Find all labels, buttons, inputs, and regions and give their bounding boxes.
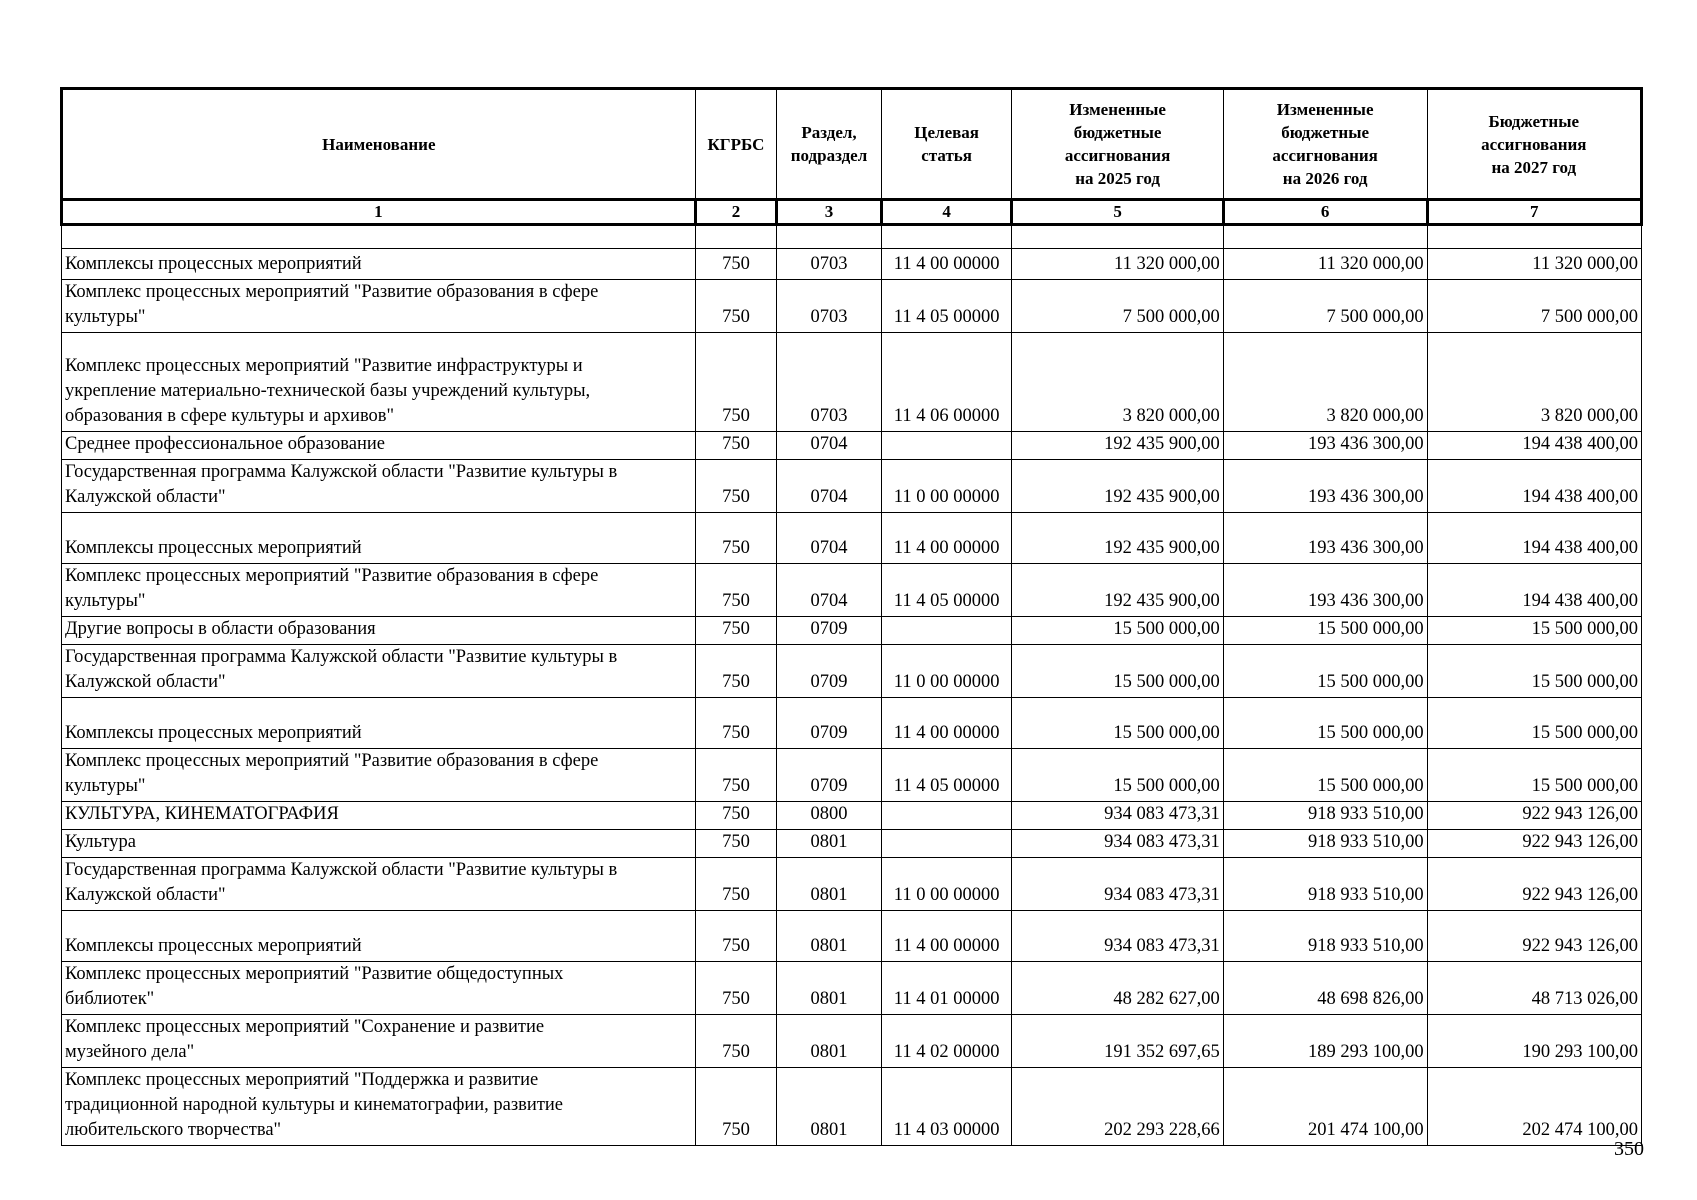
row-section: 0704 [777,460,882,513]
row-name-line: Комплекс процессных мероприятий "Сохранение и развитие [65,1017,545,1037]
row-kgrbs: 750 [695,749,777,802]
row-section: 0801 [777,1068,882,1146]
row-amount-2027: 3 820 000,00 [1427,333,1641,432]
column-number: 5 [1012,200,1223,225]
row-name [62,333,696,432]
row-amount-2026: 189 293 100,00 [1223,1015,1427,1068]
row-amount-2027: 15 500 000,00 [1427,617,1641,645]
row-amount-2025: 192 435 900,00 [1012,564,1223,617]
row-name-line: Калужской области" [65,885,226,905]
header-row [62,89,1642,200]
row-name-line: культуры" [65,776,146,796]
row-target: 11 4 05 00000 [881,749,1012,802]
row-name [62,249,696,280]
row-amount-2027: 194 438 400,00 [1427,513,1641,564]
row-kgrbs: 750 [695,1015,777,1068]
row-kgrbs: 750 [695,911,777,962]
header-2027-line: ассигнования [1481,134,1587,154]
table-row [62,249,1642,280]
row-target: 11 4 01 00000 [881,962,1012,1015]
row-section: 0703 [777,249,882,280]
row-kgrbs: 750 [695,249,777,280]
row-target: 11 4 05 00000 [881,564,1012,617]
row-name [62,513,696,564]
header-name: Наименование [62,89,696,200]
row-section: 0709 [777,749,882,802]
table-row [62,617,1642,645]
row-amount-2026: 11 320 000,00 [1223,249,1427,280]
row-name [62,858,696,911]
row-name-line: Комплекс процессных мероприятий "Развитие общедоступных [65,964,564,984]
row-name-line: Среднее профессиональное образование [65,434,385,454]
row-name-line: образования в сфере культуры и архивов" [65,406,395,426]
row-amount-2025: 934 083 473,31 [1012,858,1223,911]
row-kgrbs: 750 [695,617,777,645]
row-amount-2027: 922 943 126,00 [1427,830,1641,858]
row-name-line: Калужской области" [65,672,226,692]
header-target-line: Целевая [914,123,979,142]
row-target [881,830,1012,858]
row-name-line: Калужской области" [65,487,226,507]
row-name-line: КУЛЬТУРА, КИНЕМАТОГРАФИЯ [65,804,339,824]
row-kgrbs: 750 [695,432,777,460]
row-name-line: Комплекс процессных мероприятий "Поддержка и развитие [65,1070,539,1090]
header-2025 [1012,89,1223,200]
row-kgrbs: 750 [695,698,777,749]
row-name-line: Комплекс процессных мероприятий "Развитие образования в сфере [65,566,599,586]
row-kgrbs: 750 [695,513,777,564]
spacer-row [62,225,1642,249]
row-section: 0709 [777,698,882,749]
row-amount-2027: 922 943 126,00 [1427,911,1641,962]
row-target [881,432,1012,460]
row-amount-2025: 191 352 697,65 [1012,1015,1223,1068]
row-name-line: Государственная программа Калужской области "Развитие культуры в [65,860,618,880]
row-amount-2027: 922 943 126,00 [1427,802,1641,830]
row-section: 0709 [777,617,882,645]
row-amount-2025: 11 320 000,00 [1012,249,1223,280]
row-section: 0703 [777,333,882,432]
row-name-line: Комплексы процессных мероприятий [65,254,362,274]
row-amount-2027: 11 320 000,00 [1427,249,1641,280]
row-name [62,432,696,460]
row-kgrbs: 750 [695,333,777,432]
row-amount-2025: 934 083 473,31 [1012,830,1223,858]
header-2025-line: ассигнования [1064,146,1171,165]
row-name-line: музейного дела" [65,1042,195,1062]
row-name-line: Комплекс процессных мероприятий "Развитие образования в сфере [65,282,599,302]
header-2025-line: Измененные [1069,100,1166,119]
table-row [62,698,1642,749]
row-amount-2026: 201 474 100,00 [1223,1068,1427,1146]
row-kgrbs: 750 [695,564,777,617]
row-name [62,564,696,617]
row-section: 0704 [777,513,882,564]
row-amount-2026: 193 436 300,00 [1223,513,1427,564]
header-2026-line: Измененные [1276,100,1374,119]
row-section: 0801 [777,1015,882,1068]
row-amount-2025: 48 282 627,00 [1012,962,1223,1015]
row-name-line: библиотек" [65,989,155,1009]
table-row [62,962,1642,1015]
row-amount-2027: 202 474 100,00 [1427,1068,1641,1146]
row-name-line: укрепление материально-технической базы учреждений культуры, [65,381,591,401]
row-name [62,1068,696,1146]
row-amount-2025: 15 500 000,00 [1012,645,1223,698]
header-2025-line: бюджетные [1073,123,1162,142]
row-amount-2026: 48 698 826,00 [1223,962,1427,1015]
header-section [777,89,882,200]
row-amount-2025: 15 500 000,00 [1012,749,1223,802]
row-name [62,749,696,802]
row-name-line: Комплекс процессных мероприятий "Развитие образования в сфере [65,751,599,771]
row-kgrbs: 750 [695,460,777,513]
table-row [62,749,1642,802]
row-amount-2026: 193 436 300,00 [1223,460,1427,513]
row-amount-2025: 192 435 900,00 [1012,460,1223,513]
row-amount-2025: 15 500 000,00 [1012,698,1223,749]
table-row [62,432,1642,460]
header-2027-line: на 2027 год [1491,157,1577,177]
row-name-line: Комплекс процессных мероприятий "Развитие инфраструктуры и [65,356,583,376]
row-name-line: Комплексы процессных мероприятий [65,538,362,558]
column-number: 4 [881,200,1012,225]
row-section: 0801 [777,830,882,858]
row-amount-2027: 922 943 126,00 [1427,858,1641,911]
header-target-line: статья [921,146,972,165]
row-amount-2026: 15 500 000,00 [1223,749,1427,802]
header-2026 [1223,89,1427,200]
header-kgrbs: КГРБС [695,89,777,200]
row-amount-2026: 7 500 000,00 [1223,280,1427,333]
row-name [62,962,696,1015]
row-name [62,802,696,830]
table-row [62,564,1642,617]
row-amount-2027: 48 713 026,00 [1427,962,1641,1015]
row-amount-2025: 3 820 000,00 [1012,333,1223,432]
column-number-row [62,200,1642,225]
row-name [62,460,696,513]
row-name-line: культуры" [65,591,146,611]
row-amount-2027: 7 500 000,00 [1427,280,1641,333]
row-amount-2025: 934 083 473,31 [1012,802,1223,830]
header-2027 [1427,89,1641,200]
row-section: 0703 [777,280,882,333]
row-section: 0801 [777,911,882,962]
row-kgrbs: 750 [695,802,777,830]
row-section: 0704 [777,564,882,617]
table-body [62,225,1642,1146]
header-2026-line: ассигнования [1272,146,1378,165]
row-target: 11 4 03 00000 [881,1068,1012,1146]
row-amount-2026: 918 933 510,00 [1223,802,1427,830]
row-name-line: Другие вопросы в области образования [65,619,376,639]
table-row [62,280,1642,333]
row-target: 11 0 00 00000 [881,460,1012,513]
row-name [62,645,696,698]
row-section: 0801 [777,962,882,1015]
row-amount-2026: 15 500 000,00 [1223,645,1427,698]
column-number: 1 [62,200,696,225]
row-target: 11 0 00 00000 [881,858,1012,911]
row-kgrbs: 750 [695,962,777,1015]
budget-table [60,87,1643,1146]
row-section: 0800 [777,802,882,830]
row-amount-2026: 193 436 300,00 [1223,564,1427,617]
row-amount-2025: 192 435 900,00 [1012,513,1223,564]
table-row [62,858,1642,911]
row-name-line: Культура [65,832,136,852]
row-section: 0801 [777,858,882,911]
row-target: 11 0 00 00000 [881,645,1012,698]
row-target: 11 4 06 00000 [881,333,1012,432]
row-name-line: культуры" [65,307,146,327]
row-name-line: Государственная программа Калужской области "Развитие культуры в [65,462,618,482]
table-row [62,460,1642,513]
column-number: 6 [1223,200,1427,225]
row-amount-2025: 7 500 000,00 [1012,280,1223,333]
row-name-line: традиционной народной культуры и кинематографии, развитие [65,1095,564,1115]
row-amount-2026: 15 500 000,00 [1223,698,1427,749]
row-target: 11 4 00 00000 [881,911,1012,962]
row-kgrbs: 750 [695,645,777,698]
row-name [62,617,696,645]
page-number: 350 [1614,1138,1644,1160]
row-target: 11 4 02 00000 [881,1015,1012,1068]
row-amount-2027: 194 438 400,00 [1427,460,1641,513]
header-target [881,89,1012,200]
row-kgrbs: 750 [695,858,777,911]
row-name [62,830,696,858]
table-row [62,1015,1642,1068]
row-section: 0709 [777,645,882,698]
row-amount-2027: 194 438 400,00 [1427,564,1641,617]
row-name [62,1015,696,1068]
row-name [62,698,696,749]
header-section-line: подраздел [790,146,868,165]
column-number: 2 [695,200,777,225]
row-target [881,802,1012,830]
row-name-line: Комплексы процессных мероприятий [65,936,362,956]
row-amount-2026: 918 933 510,00 [1223,858,1427,911]
row-kgrbs: 750 [695,1068,777,1146]
row-amount-2026: 918 933 510,00 [1223,830,1427,858]
row-target [881,617,1012,645]
row-kgrbs: 750 [695,830,777,858]
table-row [62,513,1642,564]
column-number: 7 [1427,200,1641,225]
row-amount-2025: 15 500 000,00 [1012,617,1223,645]
row-amount-2027: 15 500 000,00 [1427,749,1641,802]
table-row [62,802,1642,830]
row-amount-2027: 194 438 400,00 [1427,432,1641,460]
row-amount-2025: 934 083 473,31 [1012,911,1223,962]
row-section: 0704 [777,432,882,460]
row-name [62,911,696,962]
row-name-line: Комплексы процессных мероприятий [65,723,362,743]
budget-sheet [60,87,1643,1146]
row-amount-2026: 3 820 000,00 [1223,333,1427,432]
row-amount-2027: 15 500 000,00 [1427,645,1641,698]
table-row [62,333,1642,432]
table-row [62,830,1642,858]
row-name [62,280,696,333]
row-name-line: любительского творчества" [65,1120,282,1140]
header-section-line: Раздел, [801,123,857,142]
row-amount-2027: 15 500 000,00 [1427,698,1641,749]
row-amount-2026: 918 933 510,00 [1223,911,1427,962]
row-kgrbs: 750 [695,280,777,333]
header-2025-line: на 2025 год [1075,169,1160,188]
header-2026-line: на 2026 год [1282,169,1368,188]
row-target: 11 4 00 00000 [881,698,1012,749]
row-target: 11 4 00 00000 [881,249,1012,280]
row-amount-2025: 202 293 228,66 [1012,1068,1223,1146]
row-name-line: Государственная программа Калужской области "Развитие культуры в [65,647,618,667]
header-2026-line: бюджетные [1281,123,1370,142]
row-amount-2026: 15 500 000,00 [1223,617,1427,645]
table-row [62,645,1642,698]
row-target: 11 4 00 00000 [881,513,1012,564]
table-row [62,1068,1642,1146]
column-number: 3 [777,200,882,225]
row-target: 11 4 05 00000 [881,280,1012,333]
row-amount-2027: 190 293 100,00 [1427,1015,1641,1068]
header-2027-line: Бюджетные [1488,111,1580,131]
row-amount-2026: 193 436 300,00 [1223,432,1427,460]
table-row [62,911,1642,962]
row-amount-2025: 192 435 900,00 [1012,432,1223,460]
